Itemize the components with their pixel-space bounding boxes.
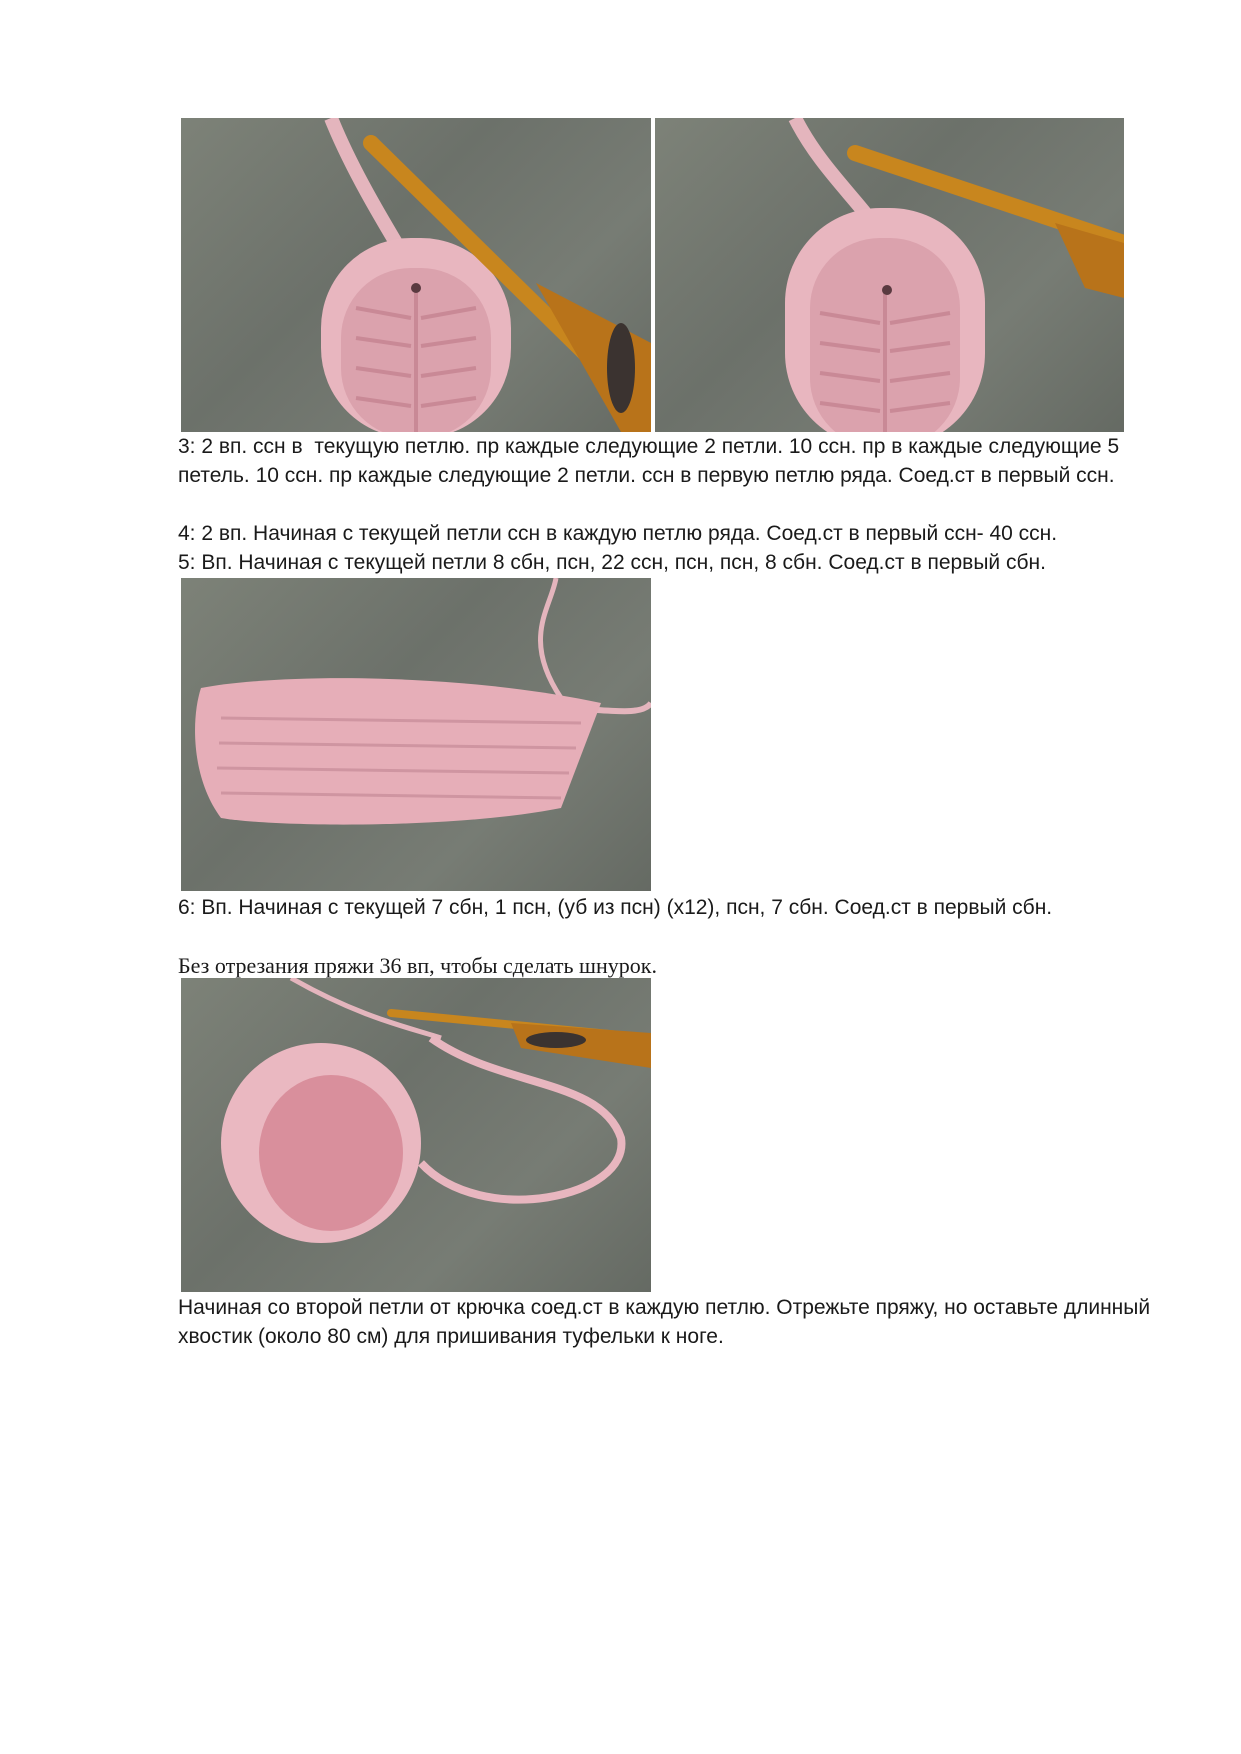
photo-sole-hook-right [655, 118, 1124, 432]
photo-slipper-with-strap [181, 978, 651, 1292]
instruction-row-3: 3: 2 вп. ссн в текущую петлю. пр каждые следующие 2 петли. 10 ссн. пр в каждые следующие 5 петель. 10 ссн. пр каждые следующие 2 петли. ссн в первую петлю ряда. Соед.ст в первый ссн. [178, 435, 1125, 487]
photo-slipper-sides [181, 578, 651, 891]
instruction-row-4: 4: 2 вп. Начиная с текущей петли ссн в каждую петлю ряда. Соед.ст в первый ссн- 40 ссн. [178, 522, 1058, 545]
instruction-row-6: 6: Вп. Начиная с текущей 7 сбн, 1 псн, (уб из псн) (х12), псн, 7 сбн. Соед.ст в первый сбн. [178, 896, 1053, 919]
instruction-strap: Без отрезания пряжи 36 вп, чтобы сделать шнурок. [178, 953, 657, 978]
crochet-sole-image [181, 118, 651, 432]
photo-sole-hook-left [181, 118, 651, 432]
instruction-row-5: 5: Вп. Начиная с текущей петли 8 сбн, псн, 22 ссн, псн, псн, 8 сбн. Соед.ст в первый сбн. [178, 551, 1046, 574]
crochet-slipper-side-image [181, 578, 651, 891]
crochet-sole-image [655, 118, 1124, 432]
instruction-finish: Начиная со второй петли от крючка соед.ст в каждую петлю. Отрежьте пряжу, но оставьте длинный хвостик (около 80 см) для пришивания туфельки к ноге. [178, 1296, 1156, 1348]
crochet-slipper-strap-image [181, 978, 651, 1292]
